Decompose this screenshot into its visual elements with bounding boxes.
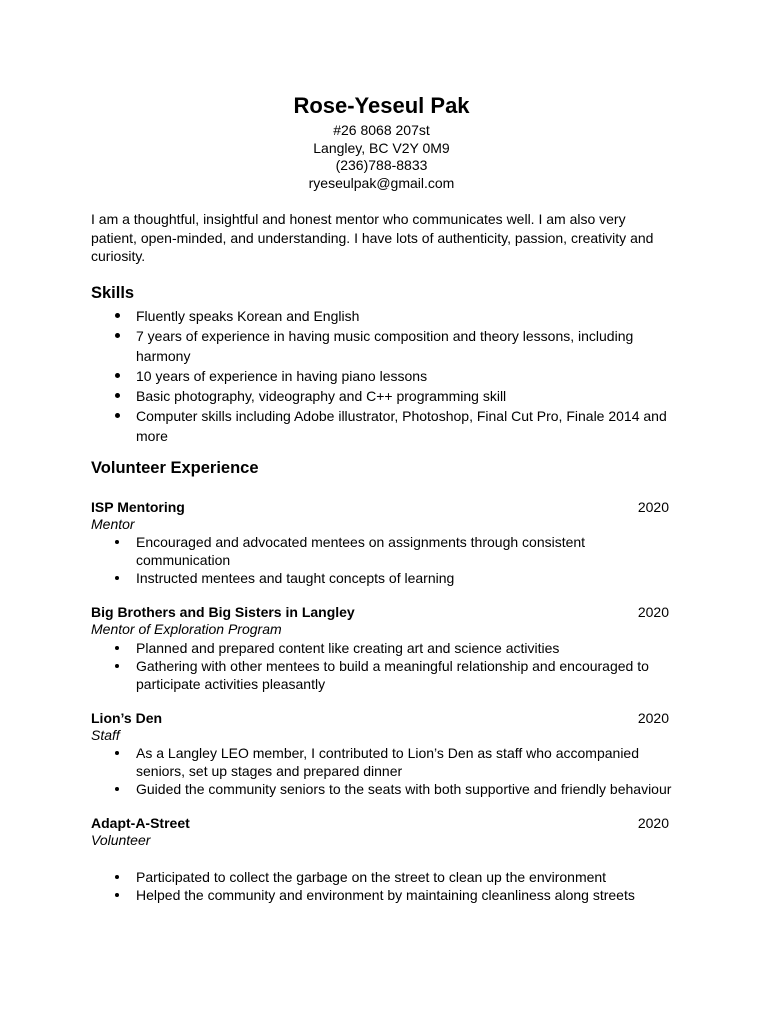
bullet-item: Helped the community and environment by maintaining cleanliness along streets (91, 886, 672, 904)
bullet-item: Planned and prepared content like creating art and science activities (91, 639, 672, 657)
skill-item: Computer skills including Adobe illustrator, Photoshop, Final Cut Pro, Finale 2014 and more (91, 406, 672, 446)
entry-bullets (91, 744, 672, 798)
organization-name: Lion’s Den (91, 709, 163, 726)
bullet-item: Instructed mentees and taught concepts of learning (91, 569, 672, 587)
skills-list (91, 306, 672, 446)
entry-header (91, 603, 672, 621)
address-line-2: Langley, BC V2Y 0M9 (313, 139, 450, 156)
skill-item: Basic photography, videography and C++ programming skill (91, 386, 672, 406)
bullet-item: Guided the community seniors to the seats with both supportive and friendly behaviour (91, 780, 672, 798)
organization-name: ISP Mentoring (91, 498, 185, 515)
role-title: Volunteer (91, 832, 151, 848)
volunteer-entry-adapt-a-street (91, 814, 672, 904)
bullet-item: Participated to collect the garbage on the street to clean up the environment (91, 868, 672, 886)
entry-header (91, 814, 672, 832)
volunteer-entry-big-brothers (91, 603, 672, 693)
entry-bullets (91, 868, 672, 904)
organization-name: Adapt-A-Street (91, 815, 190, 831)
skill-item: 10 years of experience in having piano lessons (91, 366, 672, 386)
role-title: Mentor (91, 515, 135, 532)
role-title: Staff (91, 726, 120, 743)
email-address: ryeseulpak@gmail.com (308, 174, 455, 191)
entry-header (91, 498, 672, 516)
skill-item: 7 years of experience in having music composition and theory lessons, including harmony (91, 326, 672, 366)
entry-year: 2020 (637, 815, 669, 831)
volunteer-heading: Volunteer Experience (91, 458, 259, 477)
bullet-item: Encouraged and advocated mentees on assignments through consistent communication (91, 533, 672, 569)
applicant-name: Rose-Yeseul Pak (293, 93, 470, 118)
phone-number: (236)788-8833 (335, 157, 428, 173)
entry-year: 2020 (637, 709, 669, 726)
entry-header (91, 709, 672, 727)
bullet-item: Gathering with other mentees to build a meaningful relationship and encouraged to participate activities pleasantly (91, 657, 672, 693)
summary-paragraph: I am a thoughtful, insightful and honest mentor who communicates well. I am also very patient, open-minded, and understanding. I have lots of authenticity, passion, creativity and curiosity. (91, 211, 654, 264)
bullet-item: As a Langley LEO member, I contributed to Lion’s Den as staff who accompanied seniors, set up stages and prepared dinner (91, 744, 672, 780)
entry-year: 2020 (637, 604, 669, 620)
entry-bullets (91, 639, 672, 693)
spacer (91, 850, 672, 868)
skill-item: Fluently speaks Korean and English (91, 306, 672, 326)
volunteer-entry-isp (91, 498, 672, 588)
organization-name: Big Brothers and Big Sisters in Langley (91, 604, 355, 620)
skills-heading: Skills (91, 283, 135, 302)
volunteer-entry-lions-den (91, 709, 672, 799)
role-title: Mentor of Exploration Program (91, 621, 282, 637)
resume-header (91, 0, 672, 192)
entry-year: 2020 (637, 498, 669, 515)
entry-bullets (91, 533, 672, 587)
address-line-1: #26 8068 207st (333, 122, 430, 138)
